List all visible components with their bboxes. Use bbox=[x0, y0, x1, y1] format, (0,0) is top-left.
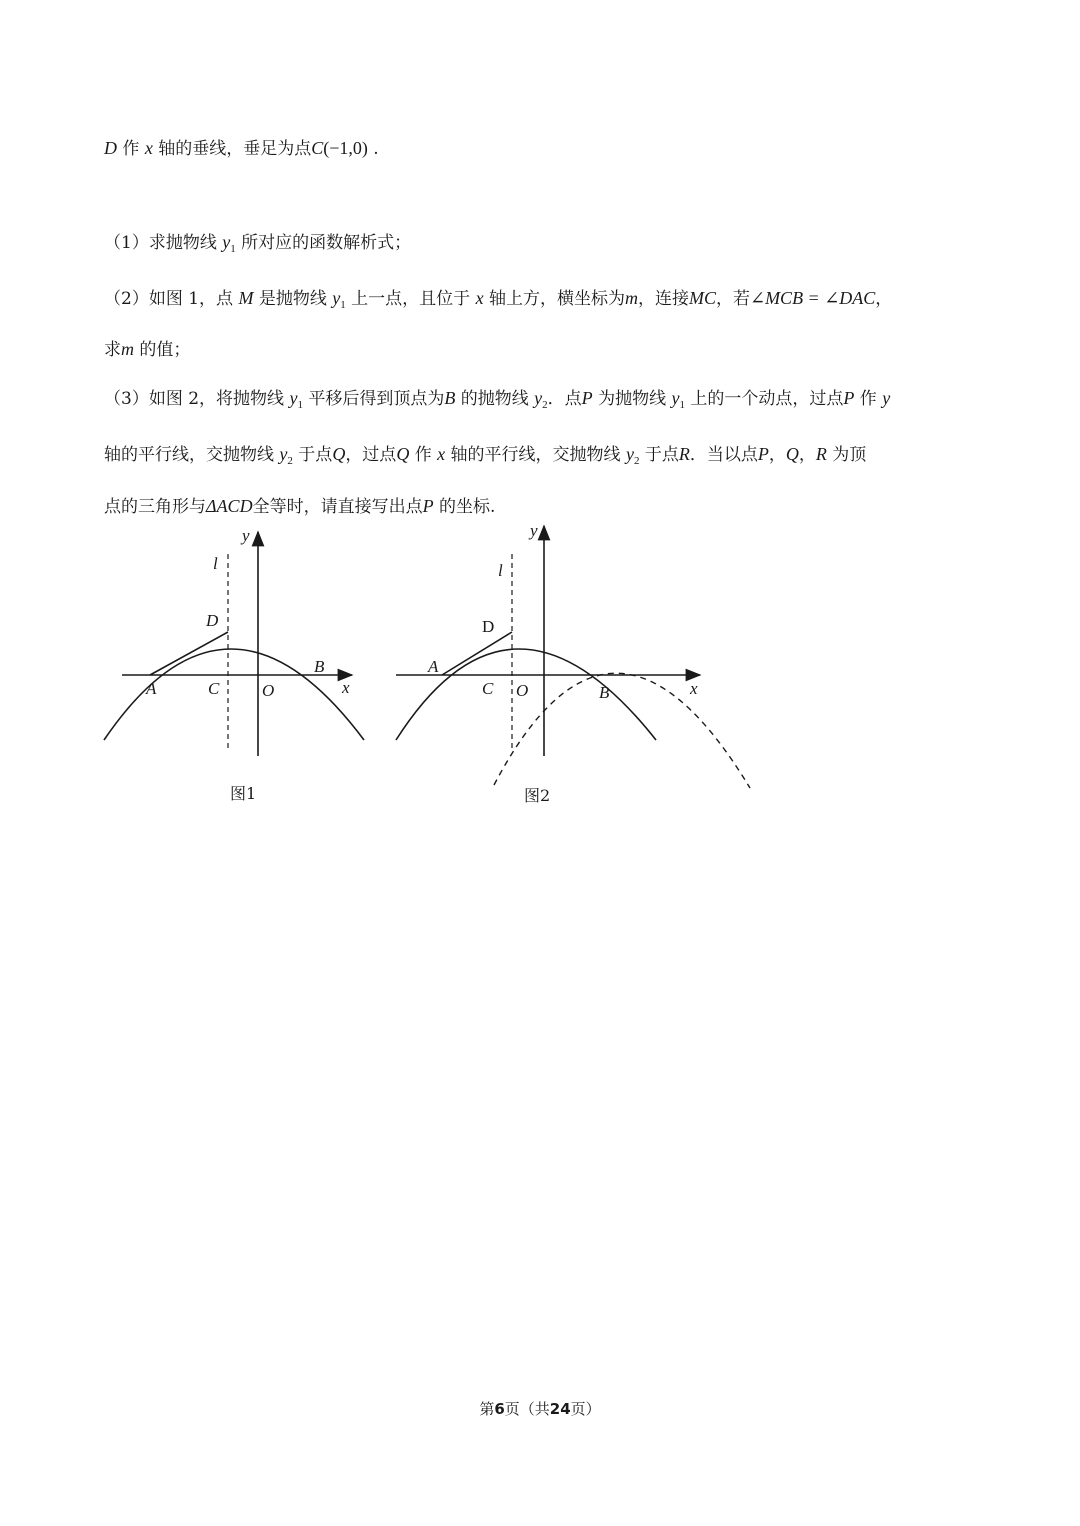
triangle-acd: ΔACD bbox=[206, 496, 253, 516]
fig2-label-c: C bbox=[482, 679, 494, 698]
fig2-label-x: x bbox=[690, 679, 698, 698]
fig1-label-c: C bbox=[208, 679, 220, 698]
fig1-label-d: D bbox=[206, 611, 219, 630]
fig2-parabola-y2 bbox=[494, 673, 750, 788]
angle-equation: ∠MCB = ∠DAC bbox=[749, 288, 876, 308]
fig2-label-l: l bbox=[498, 561, 503, 580]
point-c-coord: (−1,0) bbox=[323, 138, 368, 158]
question-3-line2: 轴的平行线，交抛物线 $y_2$ 于点Q，过点Q 作 x 轴的平行线，交抛物线 $y_2$ 于点R．当以点P，Q，R 为顶 bbox=[104, 444, 867, 467]
question-2-line2: 求m 的值； bbox=[104, 339, 191, 360]
figure-1 bbox=[104, 526, 364, 803]
fig2-label-d: D bbox=[482, 617, 495, 636]
intro-line: D 作 x 轴的垂线，垂足为点C(−1,0) . bbox=[104, 138, 379, 159]
page-footer: 第6页（共24页） bbox=[479, 1400, 601, 1418]
question-3-line3: 点的三角形与ΔACD全等时，请直接写出点P 的坐标. bbox=[104, 496, 496, 517]
figure-2 bbox=[396, 521, 750, 805]
fig1-label-a: A bbox=[146, 679, 157, 698]
point-d: D bbox=[104, 138, 117, 158]
fig1-label-o: O bbox=[262, 681, 275, 700]
fig1-label-l: l bbox=[213, 554, 218, 573]
fig2-label-a: A bbox=[428, 657, 439, 676]
fig1-label-y: y bbox=[242, 526, 250, 545]
question-2-line1: （2）如图 1，点 M 是抛物线 $y_1$ 上一点，且位于 x 轴上方，横坐标为m，连接MC，若∠MCB = ∠DAC， bbox=[104, 288, 893, 311]
fig2-segment-ad bbox=[442, 632, 512, 675]
page-number: 6 bbox=[494, 1400, 505, 1418]
fig1-segment-ad bbox=[150, 632, 228, 675]
figures bbox=[0, 520, 1080, 860]
question-1: （1）求抛物线 $y_1$ 所对应的函数解析式； bbox=[104, 232, 412, 255]
fig1-label-b: B bbox=[314, 657, 325, 676]
fig1-parabola-y1 bbox=[104, 649, 364, 740]
fig2-caption: 图2 bbox=[524, 786, 551, 805]
fig2-label-o: O bbox=[516, 681, 529, 700]
question-3-line1: （3）如图 2，将抛物线 $y_1$ 平移后得到顶点为B 的抛物线 $y_2$．点P 为抛物线 $y_1$ 上的一个动点，过点P 作 y bbox=[104, 388, 891, 411]
fig2-label-y: y bbox=[530, 521, 538, 540]
fig1-label-x: x bbox=[342, 678, 350, 697]
fig2-label-b: B bbox=[599, 683, 610, 702]
page-total: 24 bbox=[549, 1400, 571, 1418]
fig1-caption: 图1 bbox=[230, 784, 257, 803]
